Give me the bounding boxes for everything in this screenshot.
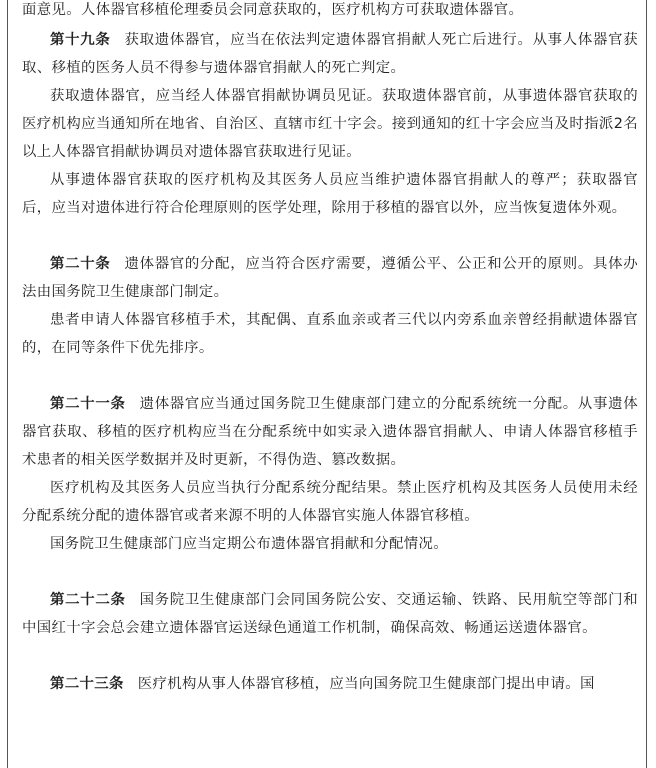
article-21-paragraph-2: 医疗机构及其医务人员应当执行分配系统分配结果。禁止医疗机构及其医务人员使用未经分配系统分配的遗体器官或者来源不明的人体器官实施人体器官移植。 xyxy=(22,480,638,524)
article-21-label: 第二十一条 xyxy=(50,396,126,412)
article-21-paragraph-3: 国务院卫生健康部门应当定期公布遗体器官捐献和分配情况。 xyxy=(50,536,448,552)
article-20 xyxy=(22,250,638,306)
article-19-paragraph-2: 获取遗体器官，应当经人体器官捐献协调员见证。获取遗体器官前，从事遗体器官获取的医疗机构应当通知所在地省、自治区、直辖市红十字会。接到通知的红十字会应当及时指派2名以上人体器官捐献协调员对遗体器官获取进行见证。 xyxy=(22,88,638,160)
article-22 xyxy=(22,586,638,642)
article-21 xyxy=(22,390,638,474)
article-20-text: 遗体器官的分配，应当符合医疗需要，遵循公平、公正和公开的原则。具体办法由国务院卫生健康部门制定。 xyxy=(22,256,638,300)
article-19-paragraph-3: 从事遗体器官获取的医疗机构及其医务人员应当维护遗体器官捐献人的尊严；获取器官后，应当对遗体进行符合伦理原则的医学处理，除用于移植的器官以外，应当恢复遗体外观。 xyxy=(22,172,638,216)
article-23-label: 第二十三条 xyxy=(50,676,124,692)
intro-tail-paragraph: 面意见。人体器官移植伦理委员会同意获取的，医疗机构方可获取遗体器官。 xyxy=(22,2,524,18)
article-20-paragraph-2: 患者申请人体器官移植手术，其配偶、直系血亲或者三代以内旁系血亲曾经捐献遗体器官的，在同等条件下优先排序。 xyxy=(22,312,638,356)
article-21-text: 遗体器官应当通过国务院卫生健康部门建立的分配系统统一分配。从事遗体器官获取、移植的医疗机构应当在分配系统中如实录入遗体器官捐献人、申请人体器官移植手术患者的相关医学数据并及时更新，不得伪造、篡改数据。 xyxy=(22,396,638,468)
article-19-text: 获取遗体器官，应当在依法判定遗体器官捐献人死亡后进行。从事人体器官获取、移植的医务人员不得参与遗体器官捐献人的死亡判定。 xyxy=(22,32,638,76)
article-19 xyxy=(22,26,638,82)
document-body xyxy=(22,0,638,698)
article-23 xyxy=(22,670,638,698)
article-22-text: 国务院卫生健康部门会同国务院公安、交通运输、铁路、民用航空等部门和中国红十字会总会建立遗体器官运送绿色通道工作机制，确保高效、畅通运送遗体器官。 xyxy=(22,592,638,636)
article-23-text: 医疗机构从事人体器官移植，应当向国务院卫生健康部门提出申请。国 xyxy=(137,676,595,692)
article-19-label: 第十九条 xyxy=(50,32,111,48)
article-22-label: 第二十二条 xyxy=(50,592,126,608)
article-20-label: 第二十条 xyxy=(50,256,111,272)
